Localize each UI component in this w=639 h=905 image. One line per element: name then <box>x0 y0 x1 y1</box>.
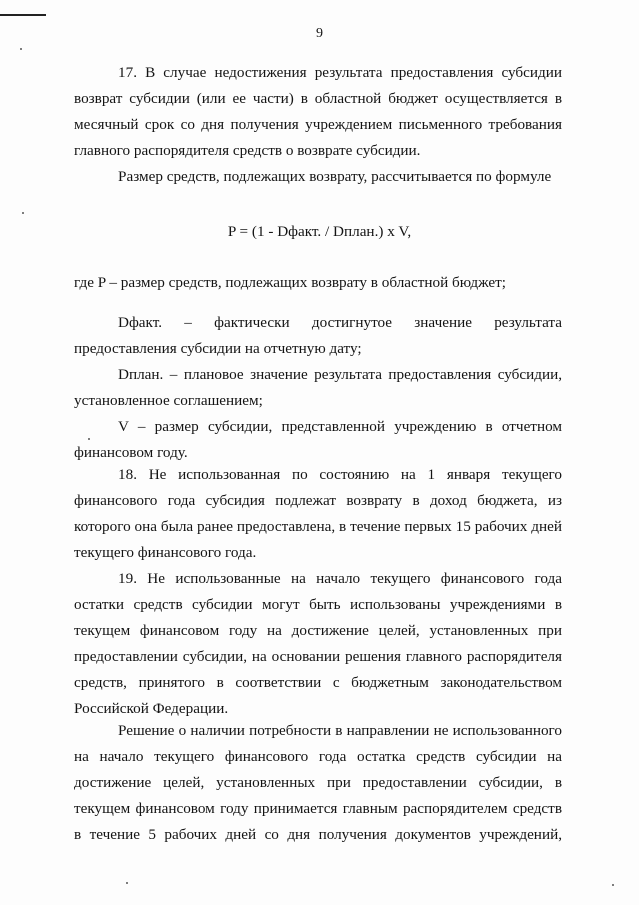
paragraph-line: главного распорядителя средств о возврате субсидии. <box>74 142 421 159</box>
paragraph-line: которого она была ранее предоставлена, в течение первых 15 рабочих дней <box>74 518 562 535</box>
definition-p: где P – размер средств, подлежащих возврату в областной бюджет; <box>74 274 506 291</box>
paragraph-line: Dфакт. – фактически достигнутое значение результата <box>118 314 562 331</box>
definition-dfakt <box>74 310 562 362</box>
formula-intro: Размер средств, подлежащих возврату, рассчитывается по формуле <box>118 168 552 185</box>
scan-speck <box>20 48 22 50</box>
paragraph-line: предоставлении субсидии, на основании решения главного распорядителя <box>74 648 562 665</box>
scan-edge-mark <box>0 14 46 16</box>
paragraph-decision <box>74 718 562 848</box>
paragraph-line: установленное соглашением; <box>74 392 263 409</box>
paragraph-19 <box>74 566 562 722</box>
definition-dplan <box>74 362 562 414</box>
scan-speck <box>22 212 24 214</box>
page-number: 9 <box>316 26 323 41</box>
paragraph-line: 18. Не использованная по состоянию на 1 января текущего <box>118 466 562 483</box>
paragraph-17 <box>74 60 562 164</box>
paragraph-line: в течение 5 рабочих дней со дня получения документов учреждений, <box>74 826 562 843</box>
paragraph-line: 19. Не использованные на начало текущего финансового года <box>118 570 562 587</box>
paragraph-line: предоставления субсидии на отчетную дату; <box>74 340 362 357</box>
paragraph-line: Решение о наличии потребности в направлении не использованного <box>118 722 562 739</box>
scan-speck <box>88 438 90 440</box>
scan-speck <box>612 884 614 886</box>
definition-v <box>74 414 562 466</box>
paragraph-line: остатки средств субсидии могут быть использованы учреждениями в <box>74 596 562 613</box>
paragraph-line: текущем финансовом году на достижение целей, установленных при <box>74 622 562 639</box>
paragraph-line: текущем финансовом году принимается главным распорядителем средств <box>74 800 562 817</box>
paragraph-line: текущего финансового года. <box>74 544 257 561</box>
paragraph-line: возврат субсидии (или ее части) в областной бюджет осуществляется в <box>74 90 562 107</box>
paragraph-line: достижение целей, установленных при предоставлении субсидии, в <box>74 774 562 791</box>
paragraph-18 <box>74 462 562 566</box>
scan-speck <box>126 882 128 884</box>
paragraph-line: финансовом году. <box>74 444 188 461</box>
paragraph-line: средств, принятого в соответствии с бюджетным законодательством <box>74 674 562 691</box>
paragraph-line: Российской Федерации. <box>74 700 229 717</box>
paragraph-line: месячный срок со дня получения учреждением письменного требования <box>74 116 562 133</box>
paragraph-line: финансового года субсидия подлежат возврату в доход бюджета, из <box>74 492 562 509</box>
paragraph-line: Dплан. – плановое значение результата предоставления субсидии, <box>118 366 562 383</box>
paragraph-line: V – размер субсидии, представленной учреждению в отчетном <box>118 418 562 435</box>
formula: P = (1 - Dфакт. / Dплан.) x V, <box>227 223 412 240</box>
paragraph-line: 17. В случае недостижения результата предоставления субсидии <box>118 64 562 81</box>
paragraph-line: на начало текущего финансового года остатка средств субсидии на <box>74 748 562 765</box>
